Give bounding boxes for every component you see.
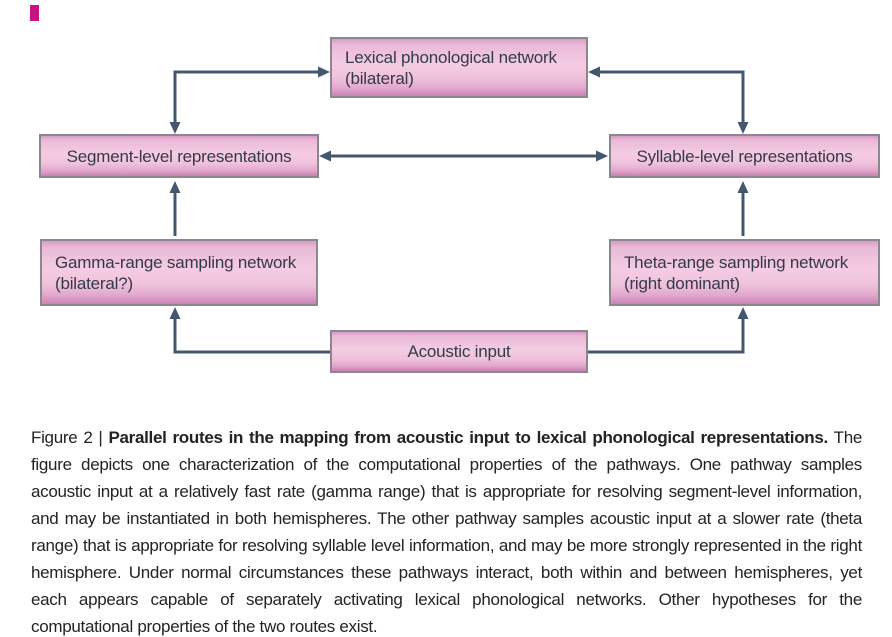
node-label-line: Acoustic input: [407, 342, 511, 361]
node-segment-level-representations: [39, 134, 319, 178]
arrowhead-into-segment-top: [170, 122, 181, 134]
arrowhead-into-syllable-top: [738, 122, 749, 134]
node-label-line: Theta-range sampling network: [624, 252, 849, 272]
node-label-line: Gamma-range sampling network: [55, 252, 296, 272]
node-label-line: (bilateral?): [55, 273, 133, 293]
node-label-line: Lexical phonological network: [345, 47, 557, 67]
figure-caption-label: Figure 2 |: [31, 428, 109, 447]
arrowhead-into-lexical-right: [588, 67, 600, 78]
node-gamma-range-sampling-network: [40, 239, 318, 306]
node-label-line: (right dominant): [624, 273, 740, 293]
arrow-acoustic-gamma: [175, 318, 332, 352]
arrowhead-into-lexical-left: [318, 67, 330, 78]
arrowhead-into-syllable-bottom: [738, 181, 749, 193]
arrow-syllable-lexical: [599, 72, 743, 124]
node-lexical-phonological-network: [330, 37, 588, 98]
arrowhead-into-segment-bottom: [170, 181, 181, 193]
arrow-acoustic-theta: [586, 318, 743, 352]
node-acoustic-input: [330, 330, 588, 373]
arrow-segment-lexical: [175, 72, 319, 124]
arrowhead-into-gamma-bottom: [170, 307, 181, 319]
node-label-line: Segment-level representations: [66, 146, 292, 166]
figure-caption-body: The figure depicts one characterization of the computational properties of the pathways. One pathway samples acoustic input at a relatively fast rate (gamma range) that is appropriate for resolving segment-level information, and may be instantiated in both hemispheres. The other pathway samples acoustic input at a slower rate (theta range) that is appropriate for resolving syllable level information, and may be more strongly represented in the right hemisphere. Under normal circumstances these pathways interact, both within and between hemispheres, yet each appears capable of separately activating lexical phonological networks. Other hypotheses for the computational properties of the two routes exist.: [31, 428, 863, 636]
arrowhead-into-theta-bottom: [738, 307, 749, 319]
node-theta-range-sampling-network: [609, 239, 880, 306]
node-label-line: (bilateral): [345, 68, 414, 88]
figure-caption-title: Parallel routes in the mapping from acoustic input to lexical phonological representations.: [108, 428, 828, 447]
arrowhead-into-segment-right: [319, 151, 331, 162]
figure-caption: [31, 424, 862, 637]
arrowhead-into-syllable-left: [596, 151, 608, 162]
node-label-line: Syllable-level representations: [636, 146, 853, 166]
node-syllable-level-representations: [609, 134, 880, 178]
